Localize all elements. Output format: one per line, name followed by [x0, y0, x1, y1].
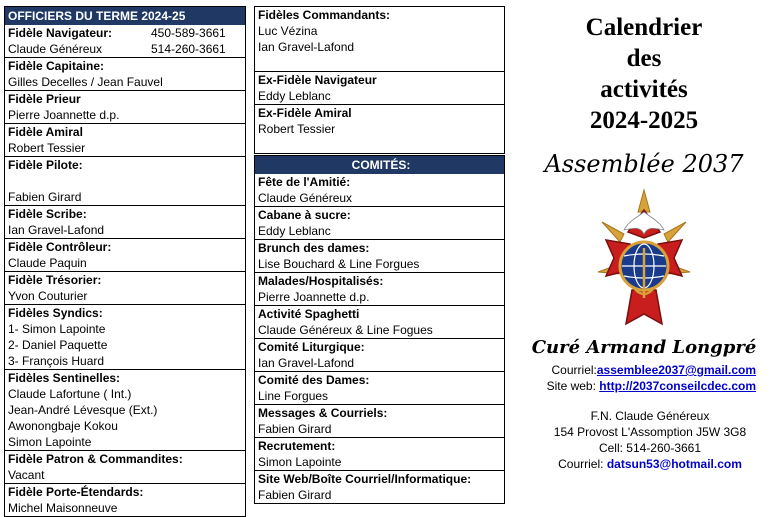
section-block — [255, 339, 504, 372]
commandants-column — [254, 6, 503, 504]
section-title: Cabane à sucre: — [258, 208, 351, 222]
navigateur-title: Fidèle Navigateur: — [8, 26, 113, 40]
section-line: Gilles Decelles / Jean Fauvel — [8, 75, 163, 89]
section-block — [5, 124, 245, 157]
section-title: Fidèle Patron & Commandites: — [8, 452, 183, 466]
section-line: Pierre Joannette d.p. — [8, 108, 120, 122]
section-block — [255, 273, 504, 306]
section-block — [5, 58, 245, 91]
section-line: 2- Daniel Paquette — [8, 338, 108, 352]
officers-table — [4, 6, 246, 517]
section-block — [255, 438, 504, 471]
section-line: Michel Maisonneuve — [8, 501, 118, 515]
section-line: Pierre Joannette d.p. — [258, 290, 370, 304]
contact-block — [515, 362, 773, 394]
section-line: Robert Tessier — [258, 122, 336, 136]
section-line: Eddy Leblanc — [258, 224, 331, 238]
navigateur-phone1: 450-589-3661 — [151, 26, 226, 40]
navigateur-name2: Claude Généreux — [8, 42, 103, 56]
section-line: Eddy Leblanc — [258, 89, 331, 103]
section-title: Site Web/Boîte Courriel/Informatique: — [258, 472, 472, 486]
section-block — [255, 7, 504, 72]
section-line: Robert Tessier — [8, 141, 86, 155]
section-line: Claude Généreux — [258, 191, 353, 205]
section-block — [255, 471, 504, 503]
knights-emblem — [584, 182, 704, 332]
title-line: 2024-2025 — [589, 107, 699, 134]
section-block — [5, 305, 245, 370]
footer-name: F.N. Claude Généreux — [590, 409, 710, 423]
section-line: Fabien Girard — [8, 190, 82, 204]
officer-sections — [5, 58, 245, 516]
section-line: Luc Vézina — [258, 24, 318, 38]
section-block — [5, 91, 245, 124]
section-line: Awonongbaje Kokou — [8, 419, 118, 433]
section-title: Fête de l'Amitié: — [258, 175, 351, 189]
section-title: Fidèle Capitaine: — [8, 59, 105, 73]
title-line: activités — [600, 76, 688, 103]
section-block — [255, 372, 504, 405]
section-line — [255, 55, 504, 71]
section-block — [5, 370, 245, 451]
site-link[interactable]: http://2037conseilcdec.com — [599, 379, 756, 393]
section-line: Yvon Couturier — [8, 289, 88, 303]
section-line: Simon Lapointe — [8, 435, 92, 449]
section-title: Fidèles Commandants: — [258, 8, 391, 22]
comites-sections — [255, 174, 504, 503]
section-line: Jean-André Lévesque (Ext.) — [8, 403, 158, 417]
section-line — [255, 137, 504, 153]
section-line: Line Forgues — [258, 389, 329, 403]
section-line — [5, 173, 245, 189]
cover-column — [515, 0, 773, 472]
section-line: Claude Paquin — [8, 256, 87, 270]
title-line: Calendrier — [585, 14, 703, 41]
section-block — [255, 207, 504, 240]
section-title: Ex-Fidèle Navigateur — [258, 73, 377, 87]
section-title: Comité des Dames: — [258, 373, 370, 387]
comites-table — [254, 155, 505, 504]
section-title: Ex-Fidèle Amiral — [258, 106, 352, 120]
section-title: Comité Liturgique: — [258, 340, 365, 354]
email-link[interactable]: assemblee2037@gmail.com — [596, 363, 756, 377]
section-line: 3- François Huard — [8, 354, 105, 368]
footer-address: 154 Provost L'Assomption J5W 3G8 — [553, 425, 747, 439]
section-line: Claude Généreux & Line Fogues — [258, 323, 433, 337]
section-title: Fidèles Sentinelles: — [8, 371, 121, 385]
footer-contact — [515, 408, 773, 472]
section-block — [255, 240, 504, 273]
commandants-table — [254, 6, 505, 154]
section-title: Fidèle Trésorier: — [8, 273, 102, 287]
navigateur-phone2: 514-260-3661 — [151, 42, 226, 56]
section-title: Fidèle Scribe: — [8, 207, 87, 221]
officers-column — [4, 6, 244, 517]
section-block — [5, 239, 245, 272]
footer-cell: Cell: 514-260-3661 — [598, 441, 702, 455]
footer-email-label: Courriel: — [558, 457, 607, 471]
calendar-title — [515, 12, 773, 136]
email-label: Courriel: — [551, 363, 597, 377]
section-title: Fidèle Porte-Étendards: — [8, 485, 144, 499]
assembly-name: Assemblée 2037 — [544, 150, 744, 178]
section-title: Brunch des dames: — [258, 241, 370, 255]
section-line: Ian Gravel-Lafond — [258, 40, 355, 54]
section-block — [255, 174, 504, 207]
section-line: Fabien Girard — [258, 422, 332, 436]
section-line: Ian Gravel-Lafond — [8, 223, 105, 237]
section-title: Fidèle Prieur — [8, 92, 81, 106]
section-title: Fidèle Amiral — [8, 125, 83, 139]
section-title: Fidèle Contrôleur: — [8, 240, 112, 254]
section-block — [255, 105, 504, 153]
section-block — [255, 72, 504, 105]
section-line: Vacant — [8, 468, 45, 482]
comites-header: COMITÉS: — [255, 156, 504, 174]
officers-header: OFFICIERS DU TERME 2024-25 — [5, 7, 245, 25]
section-line: 1- Simon Lapointe — [8, 322, 106, 336]
section-line: Simon Lapointe — [258, 455, 342, 469]
section-title: Malades/Hospitalisés: — [258, 274, 384, 288]
section-block — [5, 157, 245, 206]
section-line: Lise Bouchard & Line Forgues — [258, 257, 420, 271]
section-block — [255, 306, 504, 339]
section-block — [5, 484, 245, 516]
section-title: Messages & Courriels: — [258, 406, 388, 420]
section-block — [255, 405, 504, 438]
section-line: Claude Lafortune ( Int.) — [8, 387, 132, 401]
section-block — [5, 272, 245, 305]
section-title: Activité Spaghetti — [258, 307, 360, 321]
navigateur-block — [5, 25, 245, 58]
site-label: Site web: — [546, 379, 600, 393]
section-title: Recrutement: — [258, 439, 336, 453]
section-line: Ian Gravel-Lafond — [258, 356, 355, 370]
cure-name: Curé Armand Longpré — [531, 337, 757, 358]
section-line: Fabien Girard — [258, 488, 332, 502]
footer-email[interactable]: datsun53@hotmail.com — [606, 457, 742, 471]
title-line: des — [626, 45, 662, 72]
section-title: Fidèle Pilote: — [8, 158, 83, 172]
section-block — [5, 206, 245, 239]
commandant-sections — [255, 7, 504, 153]
section-block — [5, 451, 245, 484]
section-title: Fidèles Syndics: — [8, 306, 103, 320]
